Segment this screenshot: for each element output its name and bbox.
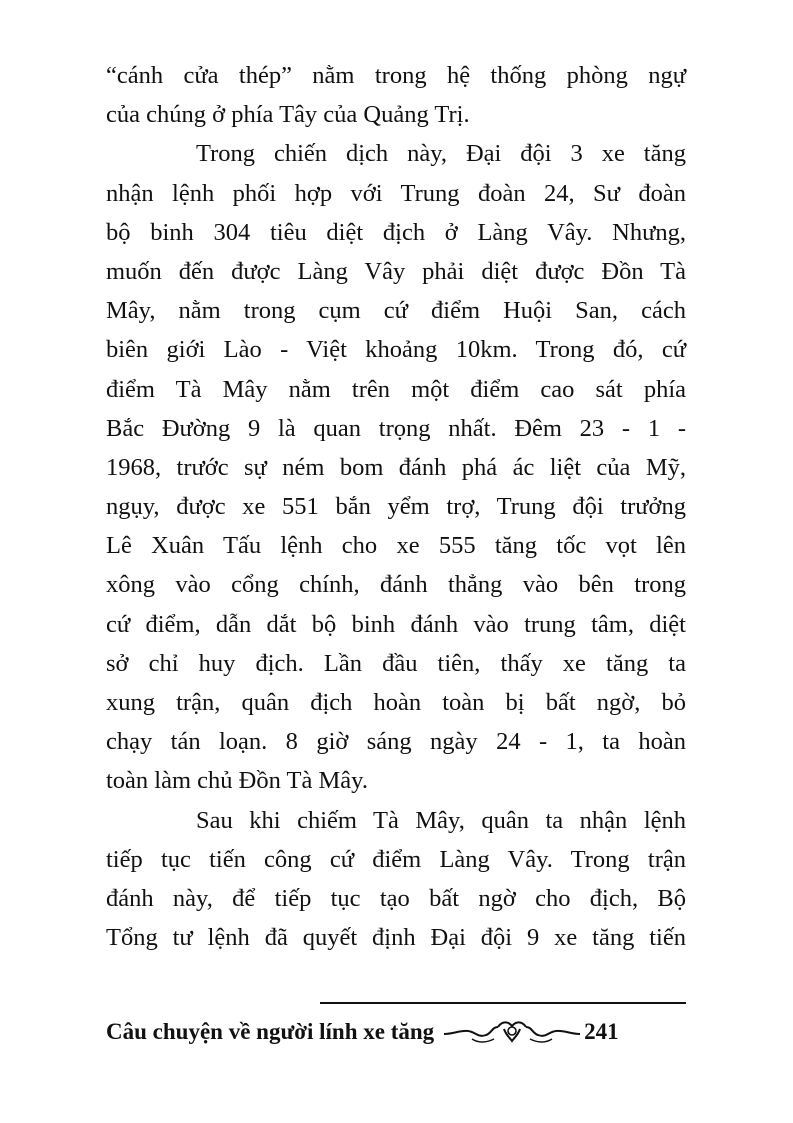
text-line: “cánh cửa thép” nằm trong hệ thống phòng ngự: [106, 62, 686, 89]
text-line: điểm Tà Mây nằm trên một điểm cao sát phía: [106, 375, 686, 403]
body-text: [106, 56, 686, 957]
text-line: sở chỉ huy địch. Lần đầu tiên, thấy xe tăng ta: [106, 649, 686, 677]
page-footer: [106, 1012, 686, 1052]
decorative-ornament-icon: [442, 1017, 582, 1047]
text-line: chạy tán loạn. 8 giờ sáng ngày 24 - 1, ta hoàn: [106, 728, 686, 756]
book-title: Câu chuyện về người lính xe tăng: [106, 1019, 435, 1044]
text-line: Tổng tư lệnh đã quyết định Đại đội 9 xe tăng tiến: [106, 924, 686, 952]
text-line: biên giới Lào - Việt khoảng 10km. Trong đó, cứ: [106, 336, 686, 364]
text-line: Sau khi chiếm Tà Mây, quân ta nhận lệnh: [196, 806, 686, 834]
text-line: tiếp tục tiến công cứ điểm Làng Vây. Trong trận: [106, 845, 686, 873]
text-line: ngụy, được xe 551 bắn yểm trợ, Trung đội trưởng: [106, 493, 686, 521]
page-number: 241: [584, 1019, 619, 1044]
text-line: muốn đến được Làng Vây phải diệt được Đồn Tà: [106, 257, 686, 285]
text-line: bộ binh 304 tiêu diệt địch ở Làng Vây. Nhưng,: [106, 218, 686, 246]
footer-divider: [320, 1002, 686, 1004]
text-line: nhận lệnh phối hợp với Trung đoàn 24, Sư đoàn: [106, 179, 686, 207]
text-line: toàn làm chủ Đồn Tà Mây.: [106, 767, 368, 795]
text-line: Mây, nằm trong cụm cứ điểm Huội San, cách: [106, 297, 686, 325]
text-line: Lê Xuân Tấu lệnh cho xe 555 tăng tốc vọt lên: [106, 532, 686, 560]
text-line: cứ điểm, dẫn dắt bộ binh đánh vào trung tâm, diệt: [106, 610, 686, 638]
text-line: của chúng ở phía Tây của Quảng Trị.: [106, 101, 470, 129]
text-line: Bắc Đường 9 là quan trọng nhất. Đêm 23 - 1 -: [106, 414, 686, 442]
text-line: đánh này, để tiếp tục tạo bất ngờ cho địch, Bộ: [106, 884, 686, 912]
text-line: xông vào cổng chính, đánh thẳng vào bên trong: [106, 571, 686, 599]
text-line: xung trận, quân địch hoàn toàn bị bất ngờ, bỏ: [106, 689, 686, 716]
text-line: Trong chiến dịch này, Đại đội 3 xe tăng: [196, 140, 686, 168]
text-line: 1968, trước sự ném bom đánh phá ác liệt của Mỹ,: [106, 453, 686, 481]
